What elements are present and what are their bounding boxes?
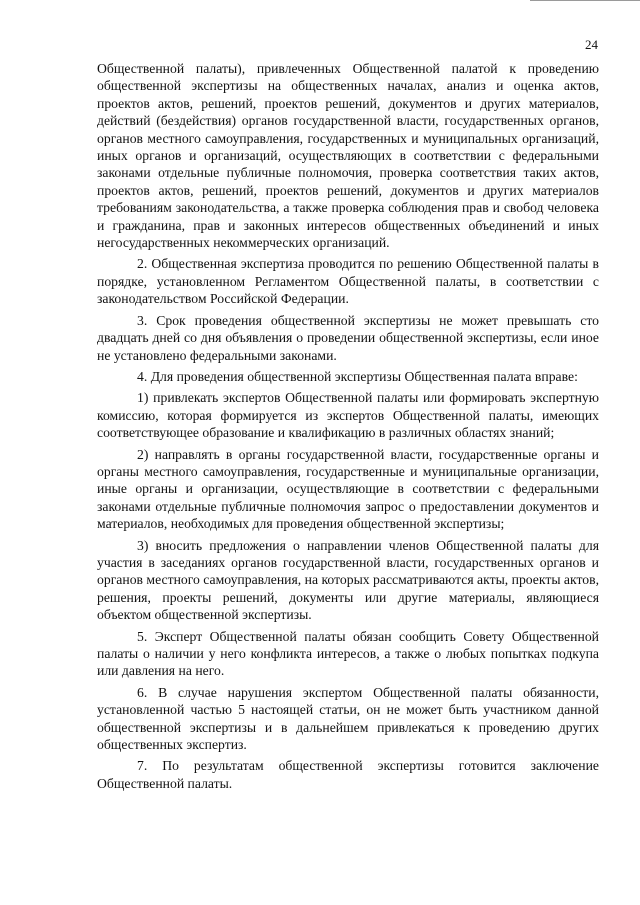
top-edge-rule [530,0,640,1]
paragraph-clause-5: 5. Эксперт Общественной палаты обязан сообщить Совету Общественной палаты о наличии у него конфликта интересов, а также о любых попытках подкупа или давления на него. [97,628,599,679]
paragraph-continuation: Общественной палаты), привлеченных Общественной палатой к проведению общественной экспертизы на общественных началах, анализ и оценка актов, проектов актов, решений, проектов решений, документов и других материалов, действий (бездействия) органов государственной власти, государственных органов, органов местного самоуправления, государственных и муниципальных организаций, иных органов и организаций, осуществляющих в соответствии с федеральными законами отдельные публичные полномочия, проверка соответствия таких актов, проектов актов, решений, проектов решений, документов и других материалов требованиям законодательства, а также проверка соблюдения прав и свобод человека и гражданина, прав и законных интересов общественных объединений и иных негосударственных некоммерческих организаций. [97,61,599,251]
paragraph-clause-4: 4. Для проведения общественной экспертизы Общественная палата вправе: [137,368,578,384]
paragraph-item-2: 2) направлять в органы государственной власти, государственные органы и органы местного самоуправления, государственные и муниципальные организации, иные органы и организации, осуществляющие в соответствии с федеральными законами отдельные публичные полномочия запрос о предоставлении документов и материалов, необходимых для проведения общественной экспертизы; [97,446,599,532]
paragraph-clause-2: 2. Общественная экспертиза проводится по решению Общественной палаты в порядке, установленном Регламентом Общественной палаты, в соответствии с законодательством Российской Федерации. [97,256,599,307]
page-number: 24 [585,37,598,52]
document-body [97,60,599,796]
paragraph-item-1: 1) привлекать экспертов Общественной палаты или формировать экспертную комиссию, которая формируется из экспертов Общественной палаты, имеющих соответствующее образование и квалификацию в различных областях знаний; [97,390,599,441]
paragraph-clause-7: 7. По результатам общественной экспертизы готовится заключение Общественной палаты. [97,758,599,791]
paragraph-item-3: 3) вносить предложения о направлении членов Общественной палаты для участия в заседаниях органов государственной власти, государственных органов и органов местного самоуправления, на которых рассматриваются акты, проекты актов, решения, проекты решений, документы или другие материалы, являющиеся объектом общественной экспертизы. [97,537,600,623]
paragraph-clause-3: 3. Срок проведения общественной экспертизы не может превышать сто двадцать дней со дня объявления о проведении общественной экспертизы, если иное не установлено федеральными законами. [97,312,599,363]
paragraph-clause-6: 6. В случае нарушения экспертом Общественной палаты обязанности, установленной частью 5 настоящей статьи, он не может быть участником данной общественной экспертизы и в дальнейшем привлекаться к проведению других общественных экспертиз. [97,684,599,753]
